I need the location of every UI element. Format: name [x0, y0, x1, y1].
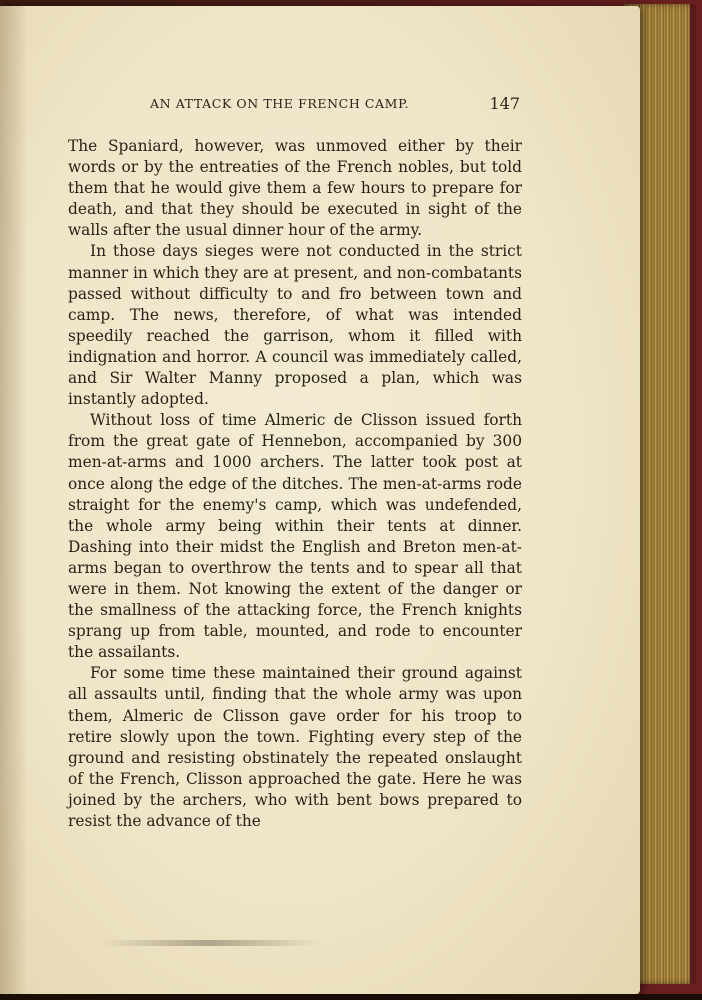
page-number: 147: [489, 94, 520, 113]
running-head: AN ATTACK ON THE FRENCH CAMP.: [150, 96, 410, 111]
page-smudge: [100, 940, 320, 946]
paragraph: Without loss of time Almeric de Clisson issued forth from the great gate of Hennebon, accompanied by 300 men-at-arms and 1000 archers. The latter took post at once along the edge of the ditches. The men-at-arms rode straight for the enemy's camp, which was undefended, the whole army being within their tents at dinner. Dashing into their midst the English and Breton men-at-arms began to overthrow the tents and to spear all that were in them. Not knowing the extent of the danger or the smallness of the attacking force, the French knights sprang up from table, mounted, and rode to encounter the assailants.: [68, 411, 522, 662]
paragraph: For some time these maintained their ground against all assaults until, finding that the whole army was upon them, Almeric de Clisson gave order for his troop to retire slowly upon the town. Fighting every step of the ground and resisting obstinately the repeated onslaught of the French, Clisson approached the gate. Here he was joined by the archers, who with bent bows prepared to resist the advance of the: [68, 664, 522, 830]
body-text: [68, 136, 522, 832]
paragraph: In those days sieges were not conducted in the strict manner in which they are at present, and non-combatants passed without difficulty to and fro between town and camp. The news, therefore, of what was intended speedily reached the garrison, whom it filled with indignation and horror. A council was immediately called, and Sir Walter Manny proposed a plan, which was instantly adopted.: [68, 242, 522, 409]
page-bottom-edge: [0, 994, 702, 1000]
paragraph: The Spaniard, however, was unmoved either by their words or by the entreaties of the French nobles, but told them that he would give them a few hours to prepare for death, and that they should be executed in sight of the walls after the usual dinner hour of the army.: [68, 137, 522, 240]
book-page: [0, 6, 640, 994]
